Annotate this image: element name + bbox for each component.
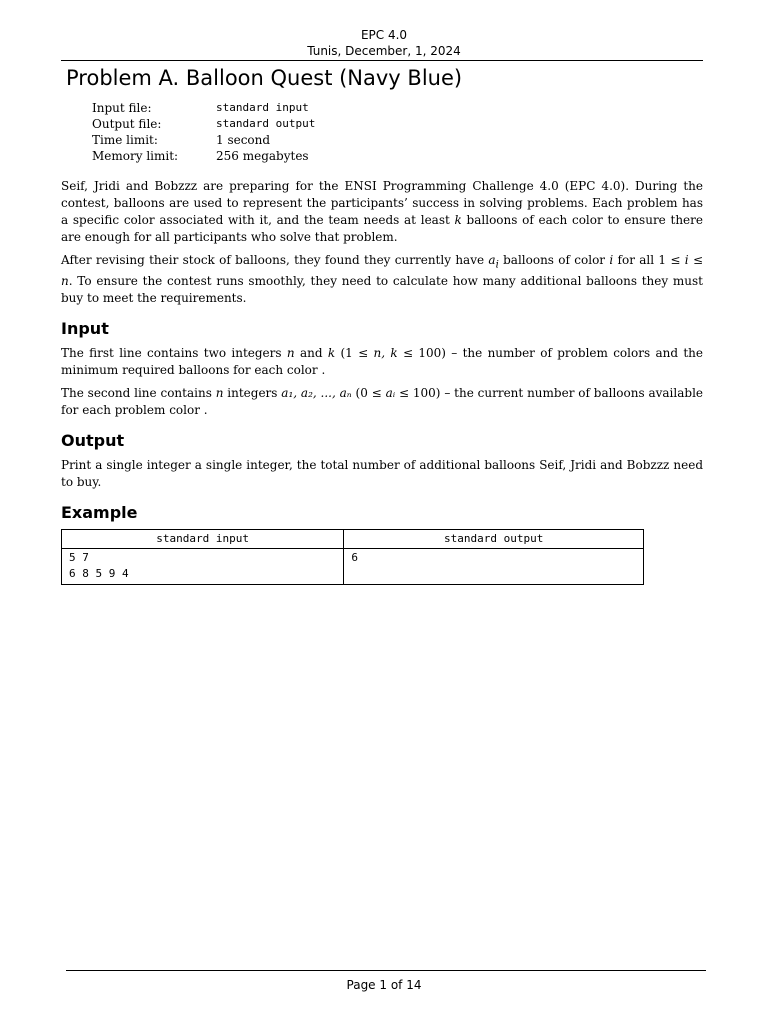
text-run: . To ensure the contest runs smoothly, they need to calculate how many additional balloons they must buy to meet the requirements. (61, 274, 703, 306)
problem-title: Problem A. Balloon Quest (Navy Blue) (66, 66, 463, 90)
example-output-cell: 6 (344, 549, 644, 585)
example-table (61, 529, 644, 585)
statement-paragraph (61, 252, 703, 307)
output-heading: Output (61, 431, 125, 451)
page-number: Page 1 of 14 (346, 978, 422, 992)
text-run: and (294, 346, 328, 361)
text-run: ≤ 100) – the number of problem colors and the minimum required balloons for each color . (61, 346, 703, 378)
limit-row-time (92, 132, 315, 148)
text-run: ≤ 100) – the current number of balloons available for each problem color . (61, 386, 704, 418)
example-row (62, 549, 644, 585)
text-run: After revising their stock of balloons, they found they currently have (61, 253, 489, 267)
limit-label: Time limit: (92, 133, 158, 147)
statement-paragraph (61, 178, 703, 246)
math-var: a₁, a₂, ..., aₙ (281, 386, 352, 401)
text-run: The second line contains (61, 386, 216, 401)
text-run: Seif, Jridi and Bobzzz are preparing for the ENSI Programming Challenge 4.0 (EPC 4.0). During the contest, balloons are used to represent the participants’ success in solving problems. Each problem has a specific color associated with it, and the team needs at least (61, 179, 703, 227)
limit-label: Output file: (92, 117, 162, 131)
example-header-row (62, 530, 644, 549)
contest-name: EPC 4.0 (360, 28, 408, 42)
text-run: (0 ≤ (351, 386, 386, 401)
text-run: ≤ (688, 253, 704, 267)
limit-value: standard output (216, 117, 316, 130)
limit-label: Memory limit: (92, 149, 179, 163)
limit-row-memory (92, 148, 315, 164)
limits-table (92, 100, 315, 164)
text-run: balloons of each color to ensure there are enough for all participants who solve that problem. (61, 213, 703, 244)
math-var: k (327, 346, 336, 361)
problem-content (61, 178, 703, 585)
limit-row-input-file (92, 100, 315, 116)
limit-value: standard input (216, 101, 309, 114)
limit-value: 256 megabytes (216, 149, 309, 163)
limit-row-output-file (92, 116, 315, 132)
limit-label: Input file: (92, 101, 152, 115)
page-header (0, 27, 768, 59)
input-paragraph (61, 385, 703, 419)
math-var: n (286, 346, 295, 361)
text-run: The first line contains two integers (61, 346, 287, 361)
input-paragraph (61, 345, 703, 379)
math-var: n (61, 274, 69, 289)
math-var: a (488, 253, 496, 267)
contest-location-date: Tunis, December, 1, 2024 (307, 44, 461, 58)
header-rule (61, 60, 703, 61)
math-var: aᵢ (385, 386, 396, 401)
math-var: n, k (373, 346, 398, 361)
example-input-cell: 5 7 6 8 5 9 4 (62, 549, 344, 585)
math-var: i (609, 253, 614, 267)
math-subscript: i (495, 259, 499, 271)
math-var: k (454, 213, 462, 227)
text-run: (1 ≤ (335, 346, 374, 361)
math-var: n (215, 386, 224, 401)
footer-rule (66, 970, 706, 971)
example-input-header: standard input (62, 530, 344, 549)
math-var: i (684, 253, 689, 267)
output-paragraph: Print a single integer a single integer, the total number of additional balloons Seif, Jridi and Bobzzz need to buy. (61, 458, 703, 490)
example-heading: Example (61, 503, 138, 523)
limit-value: 1 second (216, 133, 271, 147)
example-output-header: standard output (344, 530, 644, 549)
text-run: balloons of color (498, 253, 610, 267)
text-run: for all 1 ≤ (613, 253, 685, 267)
input-heading: Input (61, 319, 109, 339)
text-run: integers (223, 386, 282, 401)
